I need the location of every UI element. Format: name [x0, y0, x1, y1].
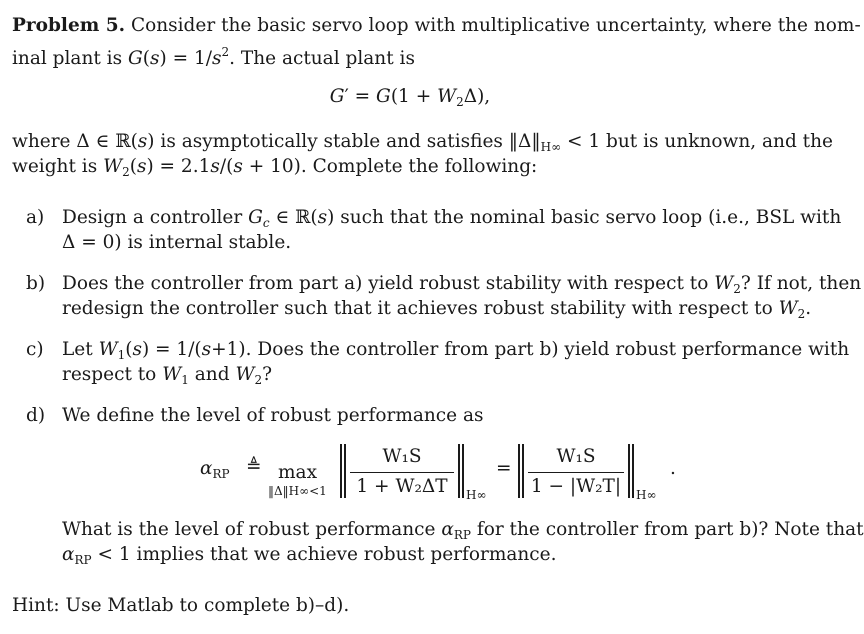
item-c-line-1: Let $W_1(s) = 1/(s+1)$. Does the controller from part b) yield robust performance with [62, 339, 850, 362]
item-d-line-1: We define the level of robust performance as [62, 405, 484, 426]
fraction-2-denominator: 1 − |W₂T| [530, 476, 622, 497]
norm-2-subscript: H∞ [636, 488, 657, 502]
max-condition: ‖Δ‖H∞<1 [268, 484, 327, 498]
hint-text: Hint: Use Matlab to complete b)–d). [12, 595, 350, 616]
fraction-1-numerator: W₁S [382, 446, 422, 467]
item-d-after-line-2: $\alpha_{RP} < 1$ implies that we achieve robust performance. [62, 544, 557, 567]
defined-as-symbol: ≜ [246, 456, 262, 477]
alpha-rp-symbol: $\alpha_{RP}$ [200, 458, 230, 481]
item-c-label: c) [26, 339, 44, 360]
item-b-label: b) [26, 273, 46, 294]
after-line-2: weight is $W_2(s) = 2.1s/(s + 10)$. Complete the following: [12, 156, 538, 179]
intro-line-1: Problem 5. Consider the basic servo loop with multiplicative uncertainty, where the nom- [12, 15, 861, 36]
item-b-line-2: redesign the controller such that it achieves robust stability with respect to $W_2$. [62, 298, 812, 321]
fraction-1-denominator: 1 + W₂ΔT [356, 476, 448, 497]
equals-sign: = [496, 458, 512, 479]
equation-period: . [670, 458, 676, 479]
after-line-1: where Δ ∈ ℝ(s) is asymptotically stable and satisfies $‖\Delta‖_{H\infty} < 1$ but is unknown, and the [12, 131, 833, 154]
max-operator [278, 462, 317, 483]
item-c-line-2: respect to $W_1$ and $W_2$? [62, 364, 273, 387]
item-a-label: a) [26, 207, 45, 228]
fraction-2-numerator: W₁S [556, 446, 596, 467]
item-d-after-line-1: What is the level of robust performance $\alpha_{RP}$ for the controller from part b)? Note that [62, 519, 864, 542]
problem-heading: Problem 5. [12, 15, 126, 36]
max-label: max [278, 462, 318, 483]
item-a-line-1: Design a controller $G_c$ ∈ ℝ(s) such that the nominal basic servo loop (i.e., BSL with [62, 207, 842, 230]
intro-line-2: inal plant is $G(s) = 1/s^2$. The actual plant is [12, 45, 415, 69]
item-d-label: d) [26, 405, 46, 426]
display-equation-plant: $G' = G(1 + W_2\Delta)$, [329, 86, 491, 109]
item-b-line-1: Does the controller from part a) yield robust stability with respect to $W_2$? If not, then [62, 273, 862, 296]
item-a-line-2: Δ = 0) is internal stable. [62, 232, 292, 253]
norm-1-subscript: H∞ [466, 488, 487, 502]
